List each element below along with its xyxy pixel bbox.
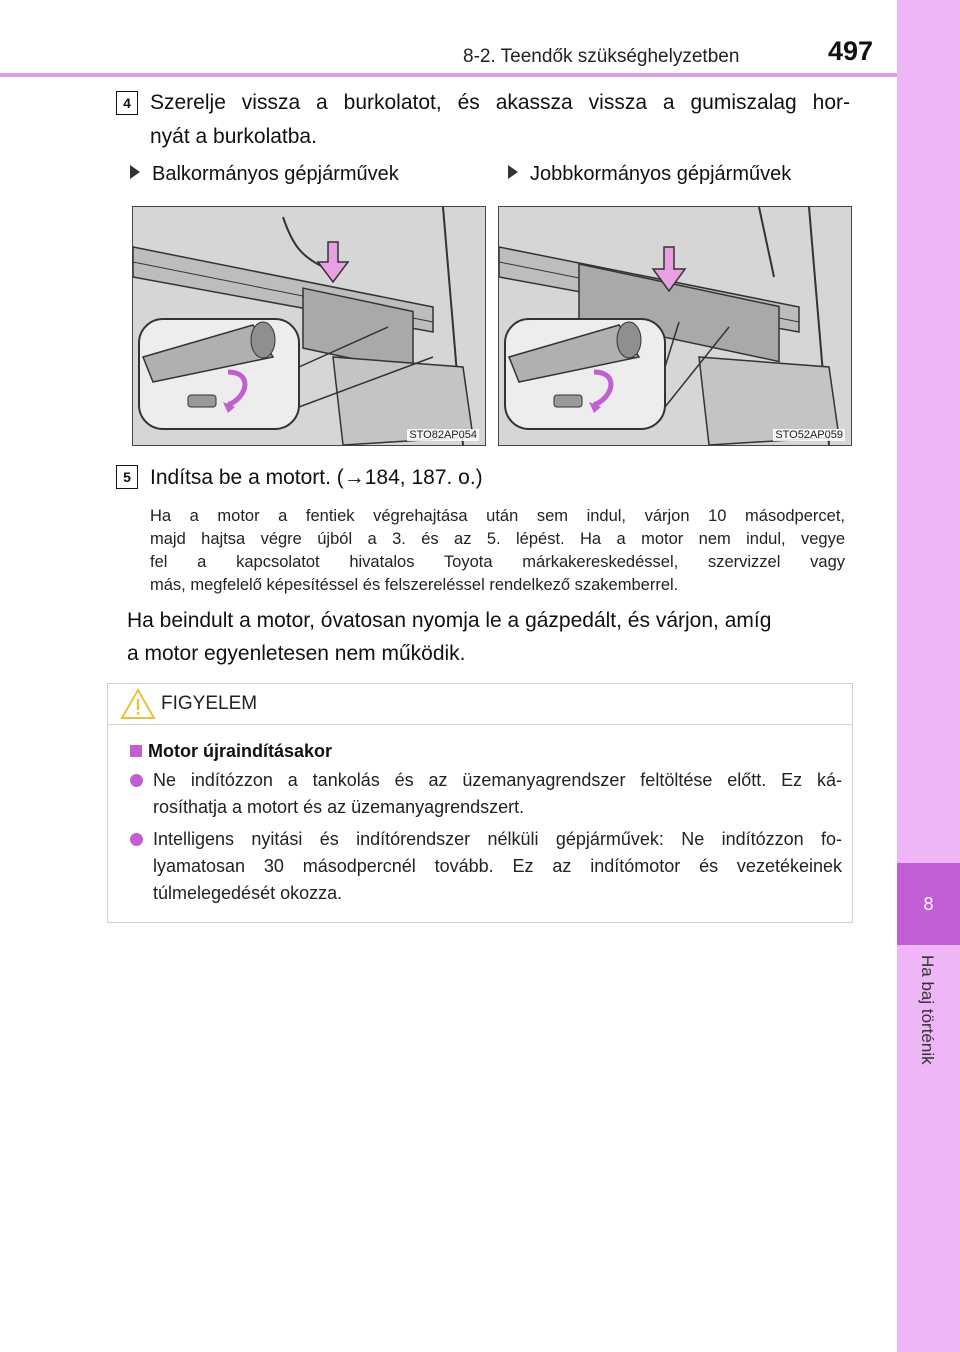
warning-item-2-line3: túlmelegedését okozza. (153, 883, 343, 903)
step-5-note (150, 505, 845, 597)
right-hand-drive-figure (498, 206, 852, 446)
side-chapter-label (897, 955, 960, 1105)
figure-code-left: STO82AP054 (409, 429, 477, 441)
warning-triangle-icon (120, 687, 156, 721)
warning-title: FIGYELEM (161, 693, 258, 714)
warning-item-1-text (153, 767, 842, 821)
engine-started-paragraph (127, 604, 847, 670)
warning-item-2-line2: lyamatosan 30 másodpercnél tovább. Ez az indítómotor és vezetékeinek (153, 856, 842, 876)
step-5-text: Indítsa be a motort. (→184, 187. o.) (150, 466, 483, 489)
warning-item-2 (130, 826, 842, 907)
warning-header (108, 684, 852, 725)
right-figure-label-text: Jobbkormányos gépjárművek (530, 163, 792, 185)
step-5-note-line4: más, megfelelő képesítéssel és felszereléssel rendelkező szakemberrel. (150, 576, 679, 594)
header-rule (0, 73, 897, 77)
step-4-badge: 4 (116, 91, 138, 115)
side-chapter-number: 8 (897, 863, 960, 945)
warning-item-1 (130, 767, 842, 821)
warning-item-1-line2: rosíthatja a motort és az üzemanyagrendszert. (153, 797, 525, 817)
warning-subtitle (130, 741, 332, 762)
warning-item-2-line1: Intelligens nyitási és indítórendszer nélküli gépjárművek: Ne indítózzon fo- (153, 829, 842, 849)
step-4-text (150, 86, 850, 154)
square-bullet-icon (130, 745, 142, 757)
paragraph-line1: Ha beindult a motor, óvatosan nyomja le a gázpedált, és várjon, amíg (127, 609, 772, 632)
round-bullet-icon (130, 833, 143, 846)
left-figure-label-text: Balkormányos gépjárművek (152, 163, 399, 185)
engine-bay-illustration (499, 207, 851, 445)
figure-code-right: STO52AP059 (775, 429, 843, 441)
round-bullet-icon (130, 774, 143, 787)
step-4-text-line2: nyát a burkolatba. (150, 125, 317, 148)
side-tab (897, 0, 960, 1352)
step-5-note-line3: fel a kapcsolatot hivatalos Toyota márkakereskedéssel, szervizzel vagy (150, 553, 845, 571)
warning-item-1-line1: Ne indítózzon a tankolás és az üzemanyagrendszer feltöltése előtt. Ez ká- (153, 770, 842, 790)
side-chapter-label-text: Ha baj történik (918, 955, 937, 1065)
warning-item-2-text (153, 826, 842, 907)
warning-subtitle-text: Motor újraindításakor (148, 741, 333, 761)
paragraph-line2: a motor egyenletesen nem működik. (127, 642, 466, 665)
left-hand-drive-figure (132, 206, 486, 446)
step-5-note-line2: majd hajtsa végre újból a 3. és az 5. lépést. Ha a motor nem indul, vegye (150, 530, 845, 548)
step-5-note-line1: Ha a motor a fentiek végrehajtása után sem indul, várjon 10 másodpercet, (150, 507, 845, 525)
step-5-badge: 5 (116, 465, 138, 489)
warning-box (107, 683, 853, 923)
step-4-text-line1: Szerelje vissza a burkolatot, és akassza vissza a gumiszalag hor- (150, 91, 850, 114)
left-figure-label (130, 163, 399, 186)
page-number: 497 (828, 36, 874, 66)
right-figure-label (508, 163, 791, 186)
engine-bay-illustration (133, 207, 485, 445)
section-title: 8-2. Teendők szükséghelyzetben (463, 46, 740, 67)
triangle-bullet-icon (130, 165, 140, 179)
triangle-bullet-icon (508, 165, 518, 179)
